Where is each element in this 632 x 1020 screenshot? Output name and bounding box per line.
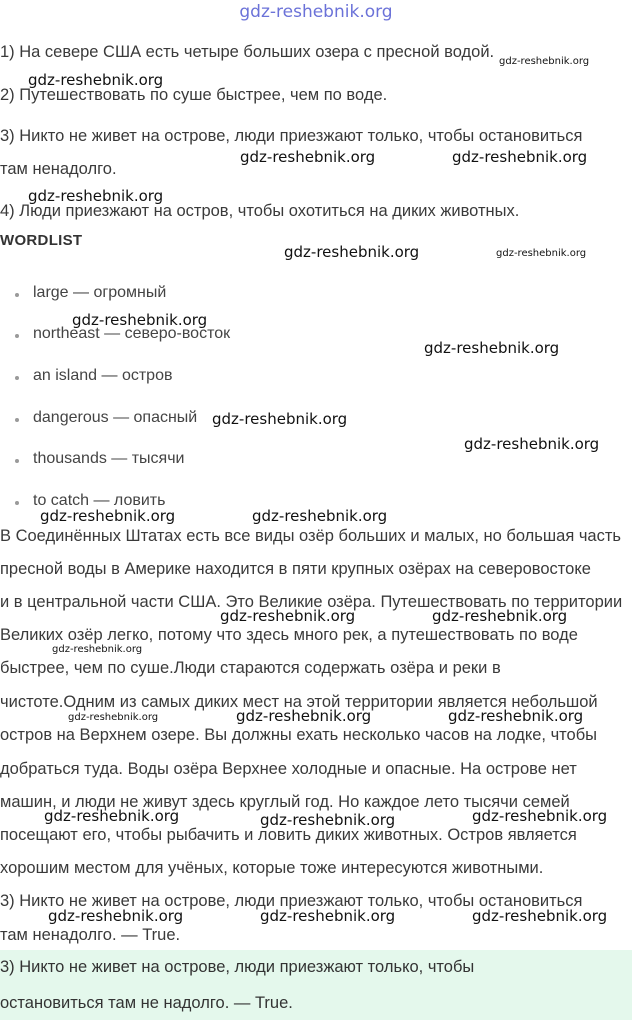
answer-line: там ненадолго. [0, 160, 117, 178]
answer-line: 4) Люди приезжают на остров, чтобы охотиться на диких животных. [0, 202, 520, 220]
text-line: быстрее, чем по суше.Люди стараются содержать озёра и реки в [0, 659, 501, 677]
text-line: посещают его, чтобы рыбачить и ловить диких животных. Остров является [0, 826, 577, 844]
watermark: gdz-reshebnik.org [260, 811, 396, 829]
watermark: gdz-reshebnik.org [240, 148, 376, 166]
highlighted-answer-line: остановиться там не надолго. — True. [0, 994, 293, 1012]
bullet-icon [15, 501, 19, 505]
answer-repeat-line: 3) Никто не живет на острове, люди приезжают только, чтобы остановиться [0, 892, 583, 910]
watermark: gdz-reshebnik.org [464, 435, 600, 453]
text-line: В Соединённых Штатах есть все виды озёр больших и малых, но большая часть [0, 527, 622, 545]
watermark: gdz-reshebnik.org [48, 907, 184, 925]
bullet-icon [15, 293, 19, 297]
text-line: чистоте.Одним из самых диких мест на этой территории является небольшой [0, 693, 598, 711]
answer-line: 3) Никто не живет на острове, люди приезжают только, чтобы остановиться [0, 127, 583, 145]
watermark: gdz-reshebnik.org [432, 607, 568, 625]
text-line: и в центральной части США. Это Великие озёра. Путешествовать по территории [0, 593, 623, 611]
watermark: gdz-reshebnik.org [44, 807, 180, 825]
answer-line: 2) Путешествовать по суше быстрее, чем по воде. [0, 86, 388, 104]
text-line: хорошим местом для учёных, которые тоже интересуются животными. [0, 859, 544, 877]
wordlist-item: large — огромный [33, 284, 167, 301]
watermark: gdz-reshebnik.org [448, 707, 584, 725]
watermark: gdz-reshebnik.org [499, 56, 590, 67]
text-line: добраться туда. Воды озёра Верхнее холодные и опасные. На острове нет [0, 760, 577, 778]
answer-repeat-line: там ненадолго. — True. [0, 926, 181, 944]
watermark: gdz-reshebnik.org [40, 507, 176, 525]
watermark: gdz-reshebnik.org [452, 148, 588, 166]
text-line: Великих озёр легко, потому что здесь много рек, а путешествовать по воде [0, 626, 578, 644]
text-line: машин, и люди не живут здесь круглый год. Но каждое лето тысячи семей [0, 793, 570, 811]
wordlist-item: thousands — тысячи [33, 450, 185, 467]
watermark: gdz-reshebnik.org [472, 807, 608, 825]
text-line: остров на Верхнем озере. Вы должны ехать несколько часов на лодке, чтобы [0, 726, 598, 744]
bullet-icon [15, 418, 19, 422]
wordlist-item: dangerous — опасный [33, 409, 198, 426]
highlighted-answer-line: 3) Никто не живет на острове, люди приезжают только, чтобы [0, 958, 475, 976]
watermark: gdz-reshebnik.org [220, 607, 356, 625]
watermark: gdz-reshebnik.org [72, 311, 208, 329]
wordlist-item: to catch — ловить [33, 492, 166, 509]
watermark: gdz-reshebnik.org [68, 712, 159, 723]
site-watermark-top: gdz-reshebnik.org [239, 2, 393, 22]
bullet-icon [15, 459, 19, 463]
watermark: gdz-reshebnik.org [252, 507, 388, 525]
watermark: gdz-reshebnik.org [284, 243, 420, 261]
watermark: gdz-reshebnik.org [424, 339, 560, 357]
wordlist-heading: WORDLIST [0, 232, 83, 249]
answer-line: 1) На севере США есть четыре больших озера с пресной водой. [0, 43, 495, 61]
watermark: gdz-reshebnik.org [28, 187, 164, 205]
watermark: gdz-reshebnik.org [236, 707, 372, 725]
bullet-icon [15, 334, 19, 338]
watermark: gdz-reshebnik.org [260, 907, 396, 925]
watermark: gdz-reshebnik.org [28, 71, 164, 89]
wordlist-item: an island — остров [33, 367, 173, 384]
watermark: gdz-reshebnik.org [52, 644, 143, 655]
watermark: gdz-reshebnik.org [212, 410, 348, 428]
highlighted-answer-box [0, 950, 632, 1020]
watermark: gdz-reshebnik.org [496, 248, 587, 259]
watermark: gdz-reshebnik.org [472, 907, 608, 925]
bullet-icon [15, 376, 19, 380]
wordlist-item: northeast — северо-восток [33, 325, 231, 342]
text-line: пресной воды в Америке находится в пяти крупных озёрах на северовостоке [0, 560, 591, 578]
